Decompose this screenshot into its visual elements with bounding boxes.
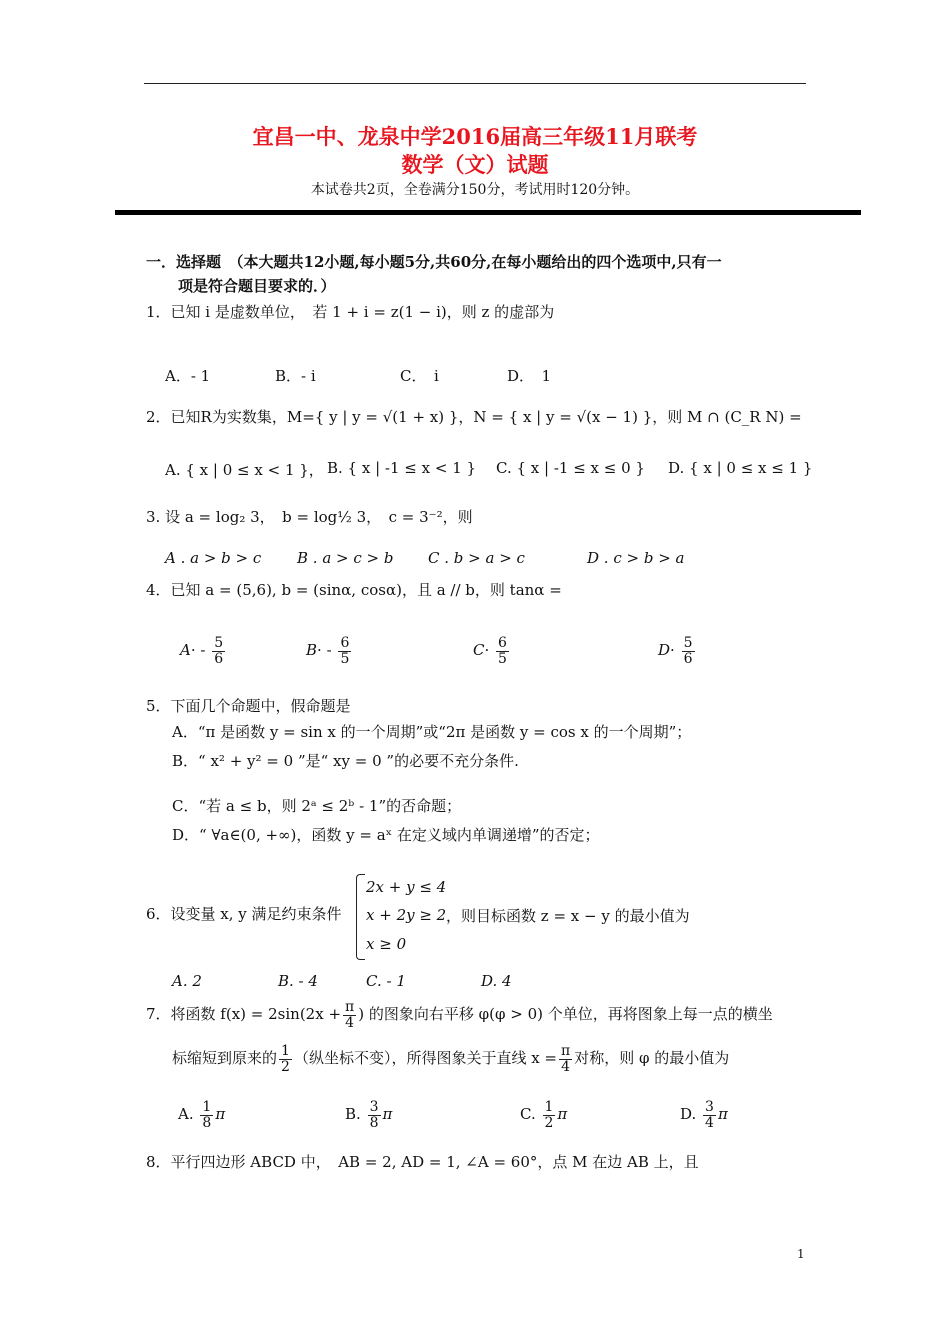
exam-subtitle: 本试卷共2页，全卷满分150分，考试用时120分钟。 (310, 182, 640, 198)
q7-option-d: D. $\frac{3}{4}$ π (680, 1099, 728, 1131)
q1-option-b: B．- i (275, 367, 316, 385)
q7-frac-pi4-b: $\frac{\pi}{4}$ (561, 1043, 571, 1075)
header-divider (115, 210, 861, 215)
q8-stem: 8．平行四边形 ABCD 中， AB = 2, AD = 1, ∠A = 60°，点 M 在边 AB 上，且 (146, 1153, 699, 1171)
q4-stem: 4．已知 a = (5,6), b = (sinα, cosα)，且 a // b，则 tanα = (146, 581, 562, 599)
q5-option-c: C．“若 a ≤ b，则 2ᵃ ≤ 2ᵇ - 1”的否命题； (172, 797, 462, 815)
q1-option-d: D． 1 (507, 367, 552, 385)
q2-option-c: C. { x | -1 ≤ x ≤ 0 } (496, 459, 645, 477)
exam-title: 宜昌一中、龙泉中学2016届高三年级11月联考 (252, 124, 698, 149)
q7-option-a: A. $\frac{1}{8}$ π (178, 1099, 226, 1131)
q2-option-b: B. { x | -1 ≤ x < 1 } (327, 459, 477, 477)
q3-option-c: C . b > a > c (428, 549, 525, 567)
q1-stem: 1．已知 i 是虚数单位， 若 1 + i = z(1 − i)，则 z 的虚部为 (146, 303, 555, 321)
section-heading-cont: 项是符合题目要求的．） (178, 277, 336, 295)
q3-option-b: B . a > c > b (297, 549, 394, 567)
q4-option-c: C· $\frac{6}{5}$ (473, 635, 507, 667)
q4-option-d: D· $\frac{5}{6}$ (658, 635, 693, 667)
q4-option-d-fraction: $\frac{5}{6}$ (683, 635, 693, 667)
q3-option-d: D . c > b > a (587, 549, 685, 567)
q2-option-d: D. { x | 0 ≤ x ≤ 1 } (668, 459, 813, 477)
q4-option-b-sign: - (326, 641, 332, 660)
q6-option-b: B. - 4 (278, 972, 318, 990)
q6-option-d: D. 4 (481, 972, 512, 990)
q2-stem: 2．已知R为实数集，M={ y | y = √(1 + x) }，N = { x | y = √(x − 1) }，则 M ∩ (C_R N) = (146, 408, 802, 426)
q7-option-c: C. $\frac{1}{2}$ π (520, 1099, 568, 1131)
q4-option-a-letter: A (180, 641, 191, 660)
q6-constraint-2: x + 2y ≥ 2 (366, 906, 447, 924)
q4-option-b-letter: B (306, 641, 318, 660)
section-heading: 一．选择题 （本大题共12小题,每小题5分,共60分,在每小题给出的四个选项中,只有一 (146, 253, 722, 271)
q4-option-c-letter: C (473, 641, 485, 660)
q3-option-a: A . a > b > c (165, 549, 262, 567)
q7-line1: 7．将函数 f(x) = 2sin(2x + $\frac{\pi}{4}$ ) 的图象向右平移 φ(φ > 0) 个单位，再将图象上每一点的横坐 (146, 999, 773, 1031)
exam-subject-title: 数学（文）试题 (401, 152, 549, 177)
q1-option-a: A．- 1 (165, 367, 211, 385)
q6-brace (356, 874, 365, 960)
q5-option-b: B．“ x² + y² = 0 ”是“ xy = 0 ”的必要不充分条件. (172, 752, 519, 770)
q3-stem: 3. 设 a = log₂ 3， b = log½ 3， c = 3⁻²，则 (146, 508, 473, 526)
q1-option-c: C． i (400, 367, 439, 385)
q6-constraint-3: x ≥ 0 (366, 935, 407, 953)
q5-stem: 5．下面几个命题中，假命题是 (146, 697, 351, 715)
q6-option-c: C. - 1 (366, 972, 406, 990)
q5-option-d: D．“ ∀a∈(0, +∞)，函数 y = aˣ 在定义域内单调递增”的否定； (172, 826, 600, 844)
q7-option-b: B. $\frac{3}{8}$ π (345, 1099, 393, 1131)
q5-option-a: A．“π 是函数 y = sin x 的一个周期”或“2π 是函数 y = cos x 的一个周期”； (172, 723, 692, 741)
q4-option-b: B· - $\frac{6}{5}$ (306, 635, 350, 667)
page-number: 1 (797, 1247, 805, 1261)
q7-line2: 标缩短到原来的 $\frac{1}{2}$ （纵坐标不变），所得图象关于直线 x = $\frac{\pi}{4}$ 对称，则 φ 的最小值为 (172, 1043, 730, 1075)
q4-option-c-fraction: $\frac{6}{5}$ (498, 635, 507, 667)
q2-option-a: A. { x | 0 ≤ x < 1 }， (165, 461, 324, 479)
q6-constraint-1: 2x + y ≤ 4 (366, 878, 447, 896)
q4-option-d-letter: D (658, 641, 671, 660)
q4-option-b-fraction: $\frac{6}{5}$ (340, 635, 350, 667)
q4-option-a-sign: - (200, 641, 206, 660)
q6-suffix: ，则目标函数 z = x − y 的最小值为 (446, 907, 690, 925)
q6-option-a: A. 2 (172, 972, 202, 990)
q4-option-a-fraction: $\frac{5}{6}$ (214, 635, 224, 667)
q7-frac-pi4: $\frac{\pi}{4}$ (345, 999, 355, 1031)
q6-prefix: 6．设变量 x, y 满足约束条件 (146, 905, 342, 923)
q4-option-a: A· - $\frac{5}{6}$ (180, 635, 224, 667)
q7-frac-half: $\frac{1}{2}$ (281, 1043, 290, 1075)
top-rule (144, 83, 806, 84)
